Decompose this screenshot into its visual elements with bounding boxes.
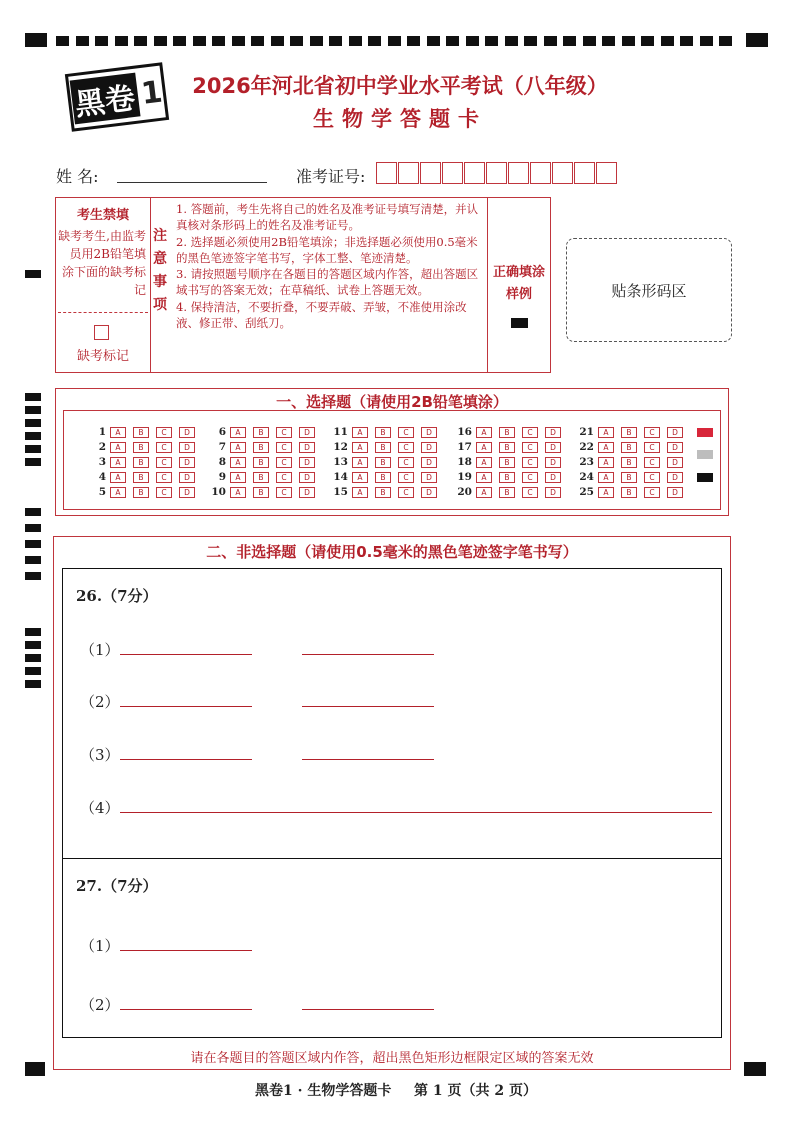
mc-option-bubble[interactable]: C [156, 442, 172, 453]
absent-divider [58, 312, 148, 313]
timing-dash [602, 36, 615, 46]
mc-option-bubble[interactable]: C [398, 457, 414, 468]
id-digit-box[interactable] [574, 162, 595, 184]
mc-option-bubble[interactable]: B [375, 442, 391, 453]
q26-label: 26.（7分） [76, 587, 158, 605]
mc-option-bubble[interactable]: A [230, 442, 246, 453]
footer-page: 第 1 页（共 2 页） [414, 1083, 537, 1099]
mc-option-bubble[interactable]: D [179, 457, 195, 468]
notice-item: 1. 答题前，考生先将自己的姓名及准考证号填写清楚，并认真核对条形码上的姓名及准考证号。 [176, 202, 479, 233]
timing-dash [95, 36, 108, 46]
mc-question-number: 2 [98, 441, 106, 453]
mc-question-number: 3 [98, 456, 106, 468]
mc-question-number: 15 [333, 486, 348, 498]
q26-2-line-a[interactable] [120, 706, 252, 707]
q26-part-2: （2） [80, 693, 120, 711]
mc-option-bubble[interactable]: A [230, 457, 246, 468]
side-timing-mark [25, 393, 41, 401]
absent-instruction: 缺考考生,由监考员用2B铅笔填涂下面的缺考标记 [58, 229, 146, 297]
timing-dash [524, 36, 537, 46]
mc-option-bubble[interactable]: C [398, 472, 414, 483]
q26-part-3: （3） [80, 746, 120, 764]
notices-heading: 注意事项 [153, 228, 167, 313]
name-field[interactable] [117, 164, 267, 183]
side-timing-mark [25, 540, 41, 548]
mc-option-bubble[interactable]: A [598, 472, 614, 483]
id-digit-box[interactable] [552, 162, 573, 184]
mc-question-number: 23 [579, 456, 594, 468]
timing-dash [193, 36, 206, 46]
mc-option-bubble[interactable]: D [421, 442, 437, 453]
q27-label: 27.（7分） [76, 877, 158, 895]
timing-dash [329, 36, 342, 46]
side-timing-mark [25, 458, 41, 466]
mc-option-bubble[interactable]: D [299, 427, 315, 438]
q26-answer-box[interactable] [62, 568, 722, 859]
q27-2-line-a[interactable] [120, 1009, 252, 1010]
name-label: 姓 名: [56, 167, 99, 186]
mc-option-bubble[interactable]: C [156, 487, 172, 498]
side-timing-mark [25, 628, 41, 636]
timing-dash [271, 36, 284, 46]
mc-option-bubble[interactable]: C [522, 457, 538, 468]
mc-option-bubble[interactable]: D [421, 487, 437, 498]
mc-option-bubble[interactable]: C [522, 472, 538, 483]
id-digit-box[interactable] [596, 162, 617, 184]
mc-option-bubble[interactable]: A [110, 427, 126, 438]
mc-question-number: 24 [579, 471, 594, 483]
logo-text: 黑卷 [69, 73, 140, 125]
mc-option-bubble[interactable]: D [667, 457, 683, 468]
timing-dash [310, 36, 323, 46]
mc-option-bubble[interactable]: B [375, 487, 391, 498]
mc-option-bubble[interactable]: D [421, 472, 437, 483]
mc-option-bubble[interactable]: B [133, 457, 149, 468]
side-timing-mark [25, 654, 41, 662]
exam-subtitle: 生物学答题卡 [313, 107, 487, 131]
q26-part-1: （1） [80, 641, 120, 659]
mc-option-bubble[interactable]: A [598, 487, 614, 498]
mc-question-number: 7 [218, 441, 226, 453]
notices-list [176, 201, 482, 331]
notices-divider-1 [150, 197, 151, 373]
sample-red-mark [697, 428, 713, 437]
timing-dash [485, 36, 498, 46]
side-timing-mark [25, 667, 41, 675]
mc-option-bubble[interactable]: A [476, 472, 492, 483]
mc-option-bubble[interactable]: A [476, 442, 492, 453]
mc-option-bubble[interactable]: C [644, 457, 660, 468]
notice-item: 2. 选择题必须使用2B铅笔填涂；非选择题必须使用0.5毫米的黑色笔迹签字笔书写，字体工整、笔迹清楚。 [176, 234, 478, 265]
mc-option-bubble[interactable]: D [545, 442, 561, 453]
side-timing-mark [25, 406, 41, 414]
mc-option-bubble[interactable]: C [398, 487, 414, 498]
mc-option-bubble[interactable]: D [545, 457, 561, 468]
timing-dash [173, 36, 186, 46]
mc-option-bubble[interactable]: B [253, 472, 269, 483]
q27-answer-box[interactable] [62, 858, 722, 1038]
mc-option-bubble[interactable]: A [110, 472, 126, 483]
timing-dash [290, 36, 303, 46]
side-timing-mark [25, 270, 41, 278]
corner-mark-top-right [746, 33, 768, 47]
mc-option-bubble[interactable]: C [276, 472, 292, 483]
id-digit-box[interactable] [442, 162, 463, 184]
timing-dash [641, 36, 654, 46]
timing-dash [446, 36, 459, 46]
timing-dash [368, 36, 381, 46]
timing-dash [544, 36, 557, 46]
mc-option-bubble[interactable]: D [545, 427, 561, 438]
mc-option-bubble[interactable]: A [230, 487, 246, 498]
notice-item: 4. 保持清洁，不要折叠，不要弄破、弄皱，不准使用涂改液、修正带、刮纸刀。 [176, 299, 467, 331]
timing-dash [427, 36, 440, 46]
timing-dash [661, 36, 674, 46]
mc-question-number: 17 [457, 441, 472, 453]
corner-mark-bottom-left [25, 1062, 45, 1076]
id-digit-box[interactable] [464, 162, 485, 184]
timing-dash [349, 36, 362, 46]
absent-mark-label: 缺考标记 [76, 349, 129, 364]
mc-option-bubble[interactable]: B [621, 472, 637, 483]
mc-option-bubble[interactable]: C [276, 457, 292, 468]
nc-section-title: 二、非选择题（请使用0.5毫米的黑色笔迹签字笔书写） [206, 543, 578, 561]
mc-option-bubble[interactable]: A [476, 427, 492, 438]
mc-option-bubble[interactable]: A [476, 487, 492, 498]
mc-option-bubble[interactable]: C [156, 427, 172, 438]
timing-dash [76, 36, 89, 46]
mc-option-bubble[interactable]: D [299, 472, 315, 483]
mc-option-bubble[interactable]: B [375, 457, 391, 468]
mc-question-number: 4 [98, 471, 106, 483]
mc-question-number: 14 [333, 471, 348, 483]
corner-mark-top-left [25, 33, 47, 47]
mc-question-number: 1 [98, 426, 106, 438]
id-digit-box[interactable] [508, 162, 529, 184]
mc-option-bubble[interactable]: B [253, 427, 269, 438]
timing-dash [232, 36, 245, 46]
mc-question-number: 11 [333, 426, 348, 438]
mc-option-bubble[interactable]: B [133, 427, 149, 438]
footer-title: 黑卷1 · 生物学答题卡 [255, 1083, 392, 1099]
timing-dash [134, 36, 147, 46]
mc-section-title: 一、选择题（请使用2B铅笔填涂） [276, 393, 508, 411]
mc-option-bubble[interactable]: A [352, 457, 368, 468]
mc-option-bubble[interactable]: B [499, 487, 515, 498]
q26-part-4: （4） [80, 799, 120, 817]
mc-question-number: 19 [457, 471, 472, 483]
timing-dash [680, 36, 693, 46]
mc-option-bubble[interactable]: A [476, 457, 492, 468]
timing-dash [56, 36, 69, 46]
timing-dash [388, 36, 401, 46]
timing-dash [563, 36, 576, 46]
q26-3-line-b[interactable] [302, 759, 434, 760]
sample-black-mark [697, 473, 713, 482]
absent-mark-checkbox[interactable] [94, 325, 109, 340]
mc-option-bubble[interactable]: B [253, 487, 269, 498]
id-digit-box[interactable] [398, 162, 419, 184]
mc-option-bubble[interactable]: A [352, 442, 368, 453]
mc-option-bubble[interactable]: D [421, 427, 437, 438]
mc-option-bubble[interactable]: B [499, 457, 515, 468]
mc-question-number: 6 [218, 426, 226, 438]
id-digit-box[interactable] [530, 162, 551, 184]
answer-area-warning: 请在各题目的答题区域内作答，超出黑色矩形边框限定区域的答案无效 [190, 1051, 594, 1066]
mc-option-bubble[interactable]: B [253, 442, 269, 453]
mc-question-number: 9 [218, 471, 226, 483]
timing-dash [466, 36, 479, 46]
q26-3-line-a[interactable] [120, 759, 252, 760]
mc-option-bubble[interactable]: D [545, 472, 561, 483]
barcode-label: 贴条形码区 [611, 281, 687, 300]
mc-option-bubble[interactable]: A [230, 472, 246, 483]
mc-option-bubble[interactable]: A [598, 457, 614, 468]
timing-dash [505, 36, 518, 46]
mc-option-bubble[interactable]: A [352, 487, 368, 498]
timing-dash [719, 36, 732, 46]
mc-option-bubble[interactable]: C [156, 457, 172, 468]
q26-1-line-b[interactable] [302, 654, 434, 655]
mc-option-bubble[interactable]: B [133, 487, 149, 498]
q26-4-line[interactable] [120, 812, 712, 813]
mc-question-number: 22 [579, 441, 594, 453]
mc-option-bubble[interactable]: A [352, 472, 368, 483]
notice-item: 3. 请按照题号顺序在各题目的答题区域内作答，超出答题区域书写的答案无效；在草稿纸、试卷上答题无效。 [176, 267, 479, 298]
mc-option-bubble[interactable]: B [133, 472, 149, 483]
mc-question-number: 16 [457, 426, 472, 438]
mc-option-bubble[interactable]: D [421, 457, 437, 468]
timing-dash [622, 36, 635, 46]
sample-filled-mark [511, 318, 528, 328]
timing-dash [583, 36, 596, 46]
mc-option-bubble[interactable]: D [299, 487, 315, 498]
mc-option-bubble[interactable]: B [621, 427, 637, 438]
mc-option-bubble[interactable]: A [352, 427, 368, 438]
mc-option-bubble[interactable]: C [398, 427, 414, 438]
id-digit-box[interactable] [376, 162, 397, 184]
id-label: 准考证号: [296, 167, 366, 186]
logo-number: 1 [139, 74, 165, 112]
mc-option-bubble[interactable]: A [598, 427, 614, 438]
timing-dash [154, 36, 167, 46]
mc-option-bubble[interactable]: C [522, 442, 538, 453]
mc-option-bubble[interactable]: D [667, 487, 683, 498]
mc-option-bubble[interactable]: D [545, 487, 561, 498]
mc-option-bubble[interactable]: C [276, 427, 292, 438]
mc-option-bubble[interactable]: C [644, 427, 660, 438]
mc-option-bubble[interactable]: B [253, 457, 269, 468]
q27-2-line-b[interactable] [302, 1009, 434, 1010]
mc-option-bubble[interactable]: C [156, 472, 172, 483]
mc-option-bubble[interactable]: D [179, 487, 195, 498]
mc-question-number: 20 [457, 486, 472, 498]
q26-1-line-a[interactable] [120, 654, 252, 655]
sample-title: 正确填涂样例 [492, 265, 545, 302]
side-timing-mark [25, 432, 41, 440]
mc-option-bubble[interactable]: B [621, 457, 637, 468]
mc-option-bubble[interactable]: B [375, 472, 391, 483]
mc-question-number: 5 [98, 486, 106, 498]
mc-option-bubble[interactable]: D [667, 472, 683, 483]
mc-question-number: 18 [457, 456, 472, 468]
mc-option-bubble[interactable]: D [299, 457, 315, 468]
mc-option-bubble[interactable]: D [667, 427, 683, 438]
mc-question-number: 25 [579, 486, 594, 498]
absent-title: 考生禁填 [76, 208, 129, 223]
mc-option-bubble[interactable]: D [179, 427, 195, 438]
mc-option-bubble[interactable]: A [110, 457, 126, 468]
mc-option-bubble[interactable]: B [133, 442, 149, 453]
mc-option-bubble[interactable]: C [644, 487, 660, 498]
side-timing-mark [25, 680, 41, 688]
mc-option-bubble[interactable]: C [644, 442, 660, 453]
side-timing-mark [25, 572, 41, 580]
mc-option-bubble[interactable]: D [179, 472, 195, 483]
timing-dash [212, 36, 225, 46]
sample-gray-mark [697, 450, 713, 459]
side-timing-mark [25, 419, 41, 427]
mc-option-bubble[interactable]: B [621, 487, 637, 498]
mc-option-bubble[interactable]: B [375, 427, 391, 438]
mc-option-bubble[interactable]: C [644, 472, 660, 483]
mc-option-bubble[interactable]: C [522, 427, 538, 438]
mc-question-number: 10 [211, 486, 226, 498]
exam-title: 2026年河北省初中学业水平考试（八年级） [192, 74, 608, 98]
mc-option-bubble[interactable]: C [398, 442, 414, 453]
mc-option-bubble[interactable]: A [110, 487, 126, 498]
mc-option-bubble[interactable]: C [522, 487, 538, 498]
id-digit-box[interactable] [486, 162, 507, 184]
mc-option-bubble[interactable]: C [276, 487, 292, 498]
timing-dash [700, 36, 713, 46]
mc-question-number: 8 [218, 456, 226, 468]
id-digit-box[interactable] [420, 162, 441, 184]
mc-option-bubble[interactable]: D [179, 442, 195, 453]
mc-option-bubble[interactable]: A [598, 442, 614, 453]
mc-option-bubble[interactable]: D [667, 442, 683, 453]
side-timing-mark [25, 508, 41, 516]
timing-dash [407, 36, 420, 46]
mc-option-bubble[interactable]: B [499, 442, 515, 453]
side-timing-mark [25, 641, 41, 649]
mc-question-number: 21 [579, 426, 594, 438]
mc-option-bubble[interactable]: A [230, 427, 246, 438]
mc-option-bubble[interactable]: B [499, 472, 515, 483]
corner-mark-bottom-right [744, 1062, 766, 1076]
side-timing-mark [25, 445, 41, 453]
timing-dash [251, 36, 264, 46]
q27-1-line[interactable] [120, 950, 252, 951]
mc-question-number: 12 [333, 441, 348, 453]
q27-part-1: （1） [80, 937, 120, 955]
mc-option-bubble[interactable]: D [299, 442, 315, 453]
barcode-area [566, 238, 732, 342]
side-timing-mark [25, 556, 41, 564]
mc-option-bubble[interactable]: B [499, 427, 515, 438]
q27-part-2: （2） [80, 996, 120, 1014]
timing-dash [115, 36, 128, 46]
q26-2-line-b[interactable] [302, 706, 434, 707]
notices-divider-2 [487, 197, 488, 373]
mc-question-number: 13 [333, 456, 348, 468]
mc-option-bubble[interactable]: C [276, 442, 292, 453]
mc-option-bubble[interactable]: B [621, 442, 637, 453]
side-timing-mark [25, 524, 41, 532]
mc-option-bubble[interactable]: A [110, 442, 126, 453]
